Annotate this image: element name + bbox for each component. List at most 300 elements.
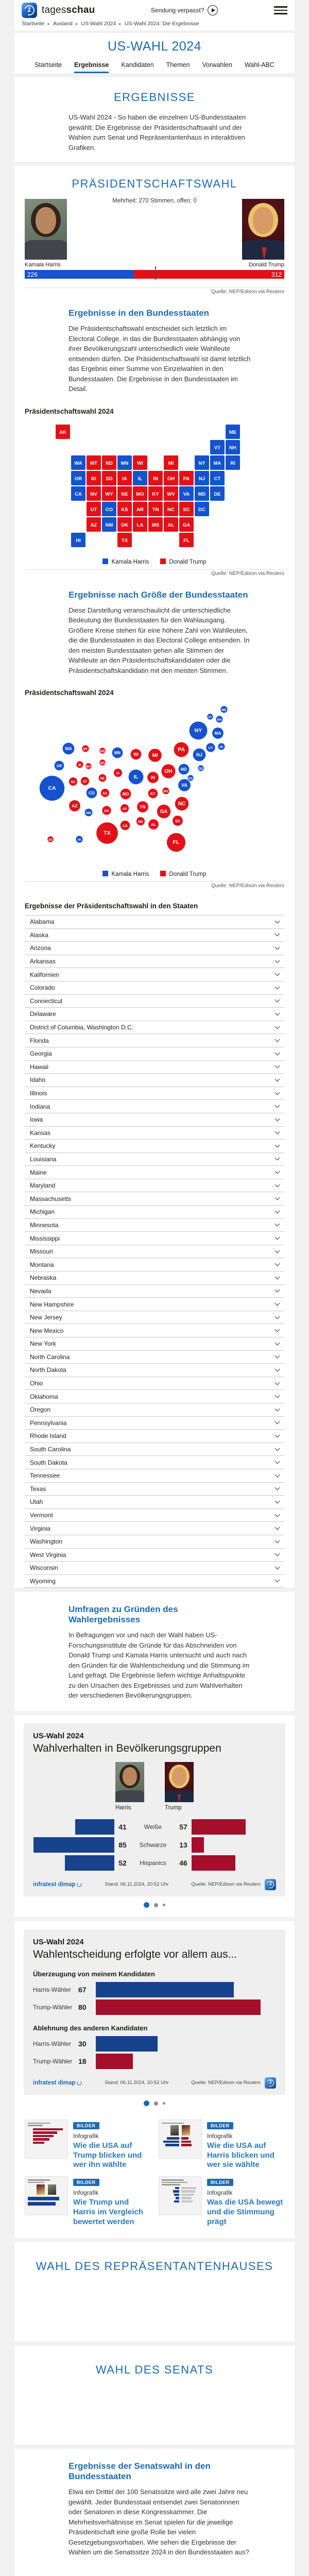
- state-bubble-label-MD: MD: [180, 767, 187, 772]
- chevron-down-icon[interactable]: [275, 1340, 280, 1345]
- motive-row: [33, 1999, 276, 2015]
- state-accordion-row[interactable]: [25, 1021, 284, 1035]
- trump-value: 13: [179, 1840, 187, 1849]
- trump-bar-area: [192, 1819, 273, 1835]
- chevron-down-icon[interactable]: [275, 1538, 280, 1543]
- state-bubble-label-DE: DE: [198, 768, 203, 771]
- state-tile-label-MN: MN: [121, 460, 128, 466]
- demografie-bars: [33, 1819, 276, 1871]
- chevron-down-icon[interactable]: [275, 1274, 280, 1279]
- trump-name: Donald Trump: [248, 262, 284, 268]
- breadcrumb-separator-icon: ▸: [119, 21, 122, 26]
- chevron-down-icon[interactable]: [275, 1578, 280, 1583]
- ergebnisse-heading: ERGEBNISSE: [113, 91, 196, 104]
- state-accordion-row[interactable]: [25, 1192, 284, 1206]
- state-accordion-row[interactable]: [25, 1364, 284, 1377]
- teaser-kicker: Infografik: [73, 2132, 99, 2140]
- state-tile-label-NY: NY: [198, 460, 205, 466]
- chevron-down-icon[interactable]: [275, 958, 280, 963]
- teaser-body: [207, 2176, 284, 2227]
- voter-group-label: Trump-Wähler: [33, 2003, 73, 2011]
- state-accordion-row[interactable]: [25, 1166, 284, 1179]
- tagesschau-logo-icon[interactable]: [22, 3, 37, 18]
- breadcrumb-item[interactable]: Startseite: [22, 21, 45, 27]
- harris-bar-area: [33, 1837, 114, 1853]
- harris-bar-area: [33, 1819, 114, 1835]
- motive-row: [33, 2054, 276, 2069]
- carousel-dot[interactable]: [163, 1904, 165, 1906]
- state-accordion-row[interactable]: [25, 1496, 284, 1509]
- state-tile-label-IL: IL: [138, 476, 142, 482]
- chevron-down-icon[interactable]: [275, 1037, 280, 1042]
- brand-wordmark[interactable]: [42, 5, 95, 16]
- state-tile-label-NC: NC: [167, 506, 175, 513]
- state-name: Virginia: [30, 1524, 50, 1532]
- state-name: Idaho: [30, 1076, 46, 1084]
- breadcrumb-item[interactable]: US-Wahl 2024: Die Ergebnisse: [124, 21, 199, 27]
- state-tile-label-ID: ID: [91, 476, 96, 482]
- chevron-down-icon[interactable]: [275, 1235, 280, 1240]
- umfragen-heading: Umfragen zu Gründen des Wahlergebnisses: [68, 1604, 178, 1625]
- state-bubble-label-GA: GA: [160, 809, 167, 815]
- state-accordion-row[interactable]: [25, 1390, 284, 1403]
- state-bubble-label-MT: MT: [83, 748, 88, 751]
- state-name: Connecticut: [30, 997, 63, 1005]
- chart-source: Quelle: NEP/Edison via Reuters: [191, 1882, 261, 1888]
- chevron-down-icon[interactable]: [275, 971, 280, 976]
- teaser-title[interactable]: Was die USA bewegt und die Stimmung prägt: [207, 2198, 283, 2226]
- teaser-body: [73, 2120, 150, 2170]
- chevron-down-icon[interactable]: [275, 1498, 280, 1503]
- state-accordion-row[interactable]: [25, 1258, 284, 1272]
- state-accordion-row[interactable]: [25, 968, 284, 981]
- title-card: [14, 33, 295, 73]
- state-accordion-row[interactable]: [25, 995, 284, 1008]
- carousel-dot[interactable]: [163, 2102, 165, 2105]
- section-tabs: [14, 61, 295, 73]
- teaser-item[interactable]: [25, 2176, 150, 2227]
- candidate-thumb-photos: [162, 2125, 199, 2136]
- tab-ergebnisse[interactable]: Ergebnisse: [74, 61, 109, 73]
- majority-marker: [155, 266, 156, 280]
- motive-group-label: Überzeugung von meinem Kandidaten: [33, 1970, 155, 1978]
- teaser-body: [73, 2176, 150, 2227]
- state-name: Ohio: [30, 1380, 43, 1387]
- chevron-down-icon[interactable]: [275, 1103, 280, 1108]
- ard-logo-icon: [265, 2077, 276, 2089]
- chevron-down-icon[interactable]: [275, 1050, 280, 1055]
- chevron-down-icon[interactable]: [275, 1406, 280, 1411]
- state-accordion-row[interactable]: [25, 1562, 284, 1575]
- state-name: Wisconsin: [30, 1564, 58, 1572]
- cartogram-legend: [14, 871, 295, 877]
- state-name: Alaska: [30, 931, 49, 939]
- state-name: Hawaii: [30, 1063, 49, 1071]
- teaser-kicker: Infografik: [207, 2132, 233, 2140]
- state-accordion-row[interactable]: [25, 1535, 284, 1549]
- state-name: Florida: [30, 1037, 49, 1044]
- chevron-down-icon[interactable]: [275, 1380, 280, 1385]
- infratest-dimap-logo: infratest dimap: [33, 1882, 82, 1888]
- chevron-down-icon[interactable]: [275, 918, 280, 923]
- state-accordion-row[interactable]: [25, 1074, 284, 1087]
- hamburger-menu-icon[interactable]: [274, 6, 287, 14]
- state-bubble-label-CO: CO: [88, 791, 95, 795]
- dimap-arc-icon: [77, 2080, 82, 2086]
- state-bubble-label-DC: DC: [188, 777, 193, 781]
- chevron-down-icon[interactable]: [275, 1142, 280, 1147]
- state-name: Alabama: [30, 918, 55, 926]
- state-tile-label-OR: OR: [74, 476, 82, 482]
- state-bubble-label-MS: MS: [138, 820, 143, 824]
- motive-chart-panel: [24, 1929, 285, 2095]
- state-name: Kalifornien: [30, 971, 59, 978]
- state-name: Maryland: [30, 1182, 56, 1190]
- breadcrumb-item[interactable]: Ausland: [53, 21, 73, 27]
- infratest-dimap-logo: infratest dimap: [33, 2080, 82, 2086]
- state-accordion-row[interactable]: [25, 1127, 284, 1140]
- state-tile-label-NJ: NJ: [198, 476, 205, 482]
- state-accordion-row[interactable]: [25, 1140, 284, 1153]
- state-accordion-row[interactable]: [25, 1337, 284, 1351]
- demografie-chart-panel: [24, 1723, 285, 1896]
- state-bubble-label-ME: ME: [221, 709, 226, 712]
- chevron-down-icon[interactable]: [275, 1314, 280, 1319]
- chevron-down-icon[interactable]: [275, 1564, 280, 1569]
- teaser-item[interactable]: [159, 2176, 284, 2227]
- motive-row: [33, 1982, 276, 1997]
- state-accordion-row[interactable]: [25, 1034, 284, 1047]
- state-accordion-row[interactable]: [25, 1430, 284, 1443]
- carousel-dot[interactable]: [144, 1902, 149, 1908]
- state-bubble-label-LA: LA: [122, 824, 128, 828]
- breadcrumb-separator-icon: ▸: [47, 21, 50, 26]
- chevron-down-icon[interactable]: [275, 1459, 280, 1464]
- legend-swatch: [102, 558, 108, 564]
- state-accordion-row[interactable]: [25, 1469, 284, 1483]
- chevron-down-icon[interactable]: [275, 1393, 280, 1398]
- state-bubble-label-KS: KS: [102, 792, 107, 795]
- state-bubble-label-RI: RI: [219, 746, 223, 749]
- state-name: Georgia: [30, 1050, 52, 1058]
- size-subheading: Ergebnisse nach Größe der Bundesstaaten: [68, 589, 248, 600]
- state-accordion-row[interactable]: [25, 1206, 284, 1219]
- state-accordion-row[interactable]: [25, 1061, 284, 1074]
- chevron-down-icon[interactable]: [275, 1485, 280, 1490]
- bilder-badge: BILDER: [73, 2122, 99, 2129]
- size-intro: Diese Darstellung veranschaulicht die unterschiedliche Bedeutung der Bundesstaaten für den Wahlausgang. Größere Kreise stehen für eine höhere Zahl von Wahlleuten, die die Bundesstaaten in das Electoral College entsenden. In den meisten Bundesstaaten gehen alle Stimmen der Wahlleute an den Präsidentschaftskandidaten oder die Präsidentschaftskandidatin mit den meisten Stimmen.: [68, 606, 250, 674]
- state-name: South Dakota: [30, 1459, 67, 1466]
- chevron-down-icon[interactable]: [275, 1367, 280, 1372]
- state-accordion-row[interactable]: [25, 1100, 284, 1113]
- state-accordion-row[interactable]: [25, 1245, 284, 1259]
- state-accordion-row[interactable]: [25, 1456, 284, 1469]
- state-accordion-row[interactable]: [25, 1311, 284, 1325]
- chevron-down-icon[interactable]: [275, 1156, 280, 1161]
- state-tile-label-SC: SC: [182, 506, 190, 513]
- state-tile-label-RI: RI: [230, 460, 235, 466]
- harris-value: 41: [118, 1822, 127, 1831]
- chevron-down-icon[interactable]: [275, 1195, 280, 1200]
- state-name: Minnesota: [30, 1221, 59, 1229]
- brand-bold: schau: [66, 5, 95, 15]
- harris-label: Harris: [115, 1804, 131, 1811]
- chevron-down-icon[interactable]: [275, 1433, 280, 1438]
- teaser-kicker: Infografik: [73, 2189, 99, 2197]
- demografie-row: [33, 1837, 276, 1853]
- state-accordion-row[interactable]: [25, 1522, 284, 1535]
- state-tile-label-KY: KY: [151, 491, 159, 497]
- state-name: Delaware: [30, 1010, 56, 1018]
- state-tile-label-OH: OH: [167, 476, 175, 482]
- breadcrumb-separator-icon: ▸: [75, 21, 78, 26]
- state-tile-label-WI: WI: [136, 460, 143, 466]
- chevron-down-icon[interactable]: [275, 1076, 280, 1081]
- harris-votes-value: 226: [27, 270, 38, 278]
- state-name: Kentucky: [30, 1142, 56, 1150]
- chevron-down-icon[interactable]: [275, 945, 280, 950]
- state-tile-label-NM: NM: [105, 522, 113, 528]
- state-name: Mississippi: [30, 1234, 60, 1242]
- trump-bar: [96, 1999, 261, 2015]
- state-bubble-label-MI: MI: [152, 753, 158, 758]
- tab-vorwahlen[interactable]: Vorwahlen: [202, 61, 232, 69]
- state-accordion-row[interactable]: [25, 1272, 284, 1285]
- legend-item: Kamala Harris: [102, 558, 149, 565]
- group-label: Schwarze: [139, 1841, 167, 1849]
- state-bubble-label-NE: NE: [100, 777, 105, 781]
- tab-kandidaten[interactable]: Kandidaten: [121, 61, 154, 69]
- state-bubble-label-NM: NM: [85, 812, 91, 815]
- chevron-down-icon[interactable]: [275, 1129, 280, 1134]
- state-name: Arizona: [30, 944, 51, 952]
- chevron-down-icon[interactable]: [275, 1182, 280, 1187]
- state-accordion-row[interactable]: [25, 1285, 284, 1298]
- chevron-down-icon[interactable]: [275, 984, 280, 989]
- state-accordion-row[interactable]: [25, 1403, 284, 1417]
- state-name: South Carolina: [30, 1446, 71, 1453]
- harris-bar: [96, 2036, 158, 2052]
- state-bubble-label-NY: NY: [194, 727, 202, 734]
- chevron-down-icon[interactable]: [275, 1472, 280, 1477]
- state-tile-label-LA: LA: [136, 522, 143, 528]
- state-name: Missouri: [30, 1248, 53, 1256]
- chevron-down-icon[interactable]: [275, 1222, 280, 1227]
- state-accordion-row[interactable]: [25, 1087, 284, 1100]
- chevron-down-icon[interactable]: [275, 1327, 280, 1332]
- chevron-down-icon[interactable]: [275, 1419, 280, 1425]
- state-accordion-row[interactable]: [25, 942, 284, 955]
- teaser-title[interactable]: Wie die USA auf Harris blicken und wer sie wählte: [207, 2141, 274, 2170]
- chevron-down-icon[interactable]: [275, 1525, 280, 1530]
- umfragen-section: [14, 1592, 295, 1711]
- chevron-down-icon[interactable]: [275, 1011, 280, 1016]
- state-name: New Hampshire: [30, 1300, 74, 1308]
- state-tile-label-TX: TX: [121, 537, 128, 544]
- state-accordion-row[interactable]: [25, 1232, 284, 1245]
- state-name: District of Columbia, Washington D.C.: [30, 1024, 133, 1031]
- state-bubble-label-FL: FL: [173, 839, 179, 845]
- state-accordion-row[interactable]: [25, 1351, 284, 1364]
- chevron-down-icon[interactable]: [275, 1024, 280, 1029]
- carousel-dot[interactable]: [144, 2100, 149, 2106]
- carousel-dot[interactable]: [154, 2102, 158, 2106]
- trump-bar: [192, 1819, 246, 1835]
- teaser-item[interactable]: [159, 2120, 284, 2170]
- state-name: Maine: [30, 1168, 47, 1176]
- bilder-badge: BILDER: [207, 2122, 233, 2129]
- map-legend: [14, 558, 295, 565]
- chevron-down-icon[interactable]: [275, 1116, 280, 1121]
- state-accordion-row[interactable]: [25, 1298, 284, 1311]
- state-bubble-label-AZ: AZ: [72, 804, 77, 808]
- state-accordion-row[interactable]: [25, 1113, 284, 1127]
- state-bubble-label-NH: NH: [217, 719, 221, 722]
- harris-bar: [33, 1837, 114, 1853]
- state-tile-label-MS: MS: [151, 522, 159, 528]
- state-tile-label-ME: ME: [229, 429, 236, 435]
- state-name: Oklahoma: [30, 1393, 58, 1400]
- legend-swatch: [102, 871, 108, 876]
- page-title: US-WAHL 2024: [108, 39, 201, 54]
- state-accordion-row[interactable]: [25, 1179, 284, 1193]
- state-accordion-row[interactable]: [25, 1575, 284, 1588]
- teaser-thumbnail: [159, 2120, 202, 2159]
- harris-value: 52: [118, 1858, 127, 1867]
- teaser-title[interactable]: Wie Trump und Harris im Vergleich bewertet werden: [73, 2198, 143, 2226]
- state-accordion-row[interactable]: [25, 916, 284, 929]
- carousel-dot[interactable]: [154, 1903, 158, 1907]
- state-tile-label-MI: MI: [168, 460, 174, 466]
- trump-bar: [192, 1855, 235, 1871]
- state-name: Texas: [30, 1485, 46, 1493]
- state-bubble-label-WA: WA: [64, 746, 72, 751]
- chevron-down-icon[interactable]: [275, 1248, 280, 1253]
- state-accordion-row[interactable]: [25, 929, 284, 942]
- chart-source: Quelle: NEP/Edison via Reuters: [191, 2080, 261, 2086]
- chevron-down-icon[interactable]: [275, 1063, 280, 1069]
- state-tile-label-CA: CA: [74, 491, 82, 497]
- chart-kicker: US-Wahl 2024: [33, 1731, 84, 1740]
- state-accordion-row[interactable]: [25, 1443, 284, 1456]
- state-accordion-row[interactable]: [25, 1549, 284, 1562]
- umfragen-intro: In Befragungen vor und nach der Wahl haben US-Forschungsinstitute die Gründe für das Abschneiden von Donald Trump und Kamala Harris untersucht und auch nach den Gründen für die Wahlentscheidung und die Stimmung im Land gefragt. Die Ergebnisse liefern wichtige Anhaltspunkte zu den Ursachen des Ergebnisses und zum Wahlverhalten der verschiedenen Bevölkerungsgruppen.: [68, 1631, 250, 1700]
- state-bubble-label-IA: IA: [116, 772, 119, 775]
- state-tile-label-OK: OK: [121, 522, 128, 528]
- state-tile-label-AZ: AZ: [90, 522, 97, 528]
- motive-value: 80: [78, 2003, 87, 2011]
- senatswahl-intro: Etwa ein Drittel der 100 Senatssitze wird alle zwei Jahre neu gewählt. Jeder Bundesstaat entsendet zwei Senatorinnen oder Senatoren in diese Kongresskammer. Die Mehrheitsverhältnisse im Senat spielen für die jeweilige Präsidentschaft eine große Rolle bei vielen Gesetzgebungsvorhaben. Wie sehen die Ergebnisse der Wahlen um die Senatssitze 2024 in den Bundesstaaten aus?: [68, 2488, 249, 2556]
- teaser-item[interactable]: [25, 2120, 150, 2170]
- state-bubble-label-OH: OH: [164, 769, 173, 774]
- chevron-down-icon[interactable]: [275, 997, 280, 1003]
- chart-stand: Stand: 06.11.2024, 20:52 Uhr: [105, 2080, 169, 2086]
- sendung-verpasst-link[interactable]: [151, 5, 218, 15]
- state-bubble-label-CA: CA: [47, 785, 56, 791]
- motive-group-label: Ablehnung des anderen Kandidaten: [33, 2024, 148, 2032]
- state-bubble-label-WV: WV: [163, 790, 168, 793]
- legend-item: Donald Trump: [160, 871, 206, 877]
- chevron-down-icon[interactable]: [275, 1208, 280, 1213]
- state-bubble-label-VA: VA: [181, 783, 187, 788]
- state-tile-label-MD: MD: [198, 491, 205, 497]
- senatswahl-heading: Ergebnisse der Senatswahl in den Bundesstaaten: [68, 2461, 211, 2482]
- state-accordion-row[interactable]: [25, 1483, 284, 1496]
- state-tile-label-SD: SD: [105, 476, 113, 482]
- trump-value: 57: [179, 1822, 187, 1831]
- state-name: Rhode Island: [30, 1432, 66, 1440]
- state-tile-label-KS: KS: [121, 506, 128, 513]
- chevron-down-icon[interactable]: [275, 1446, 280, 1451]
- state-accordion-row[interactable]: [25, 1047, 284, 1061]
- breadcrumb-item[interactable]: US-Wahl 2024: [81, 21, 116, 27]
- chevron-down-icon[interactable]: [275, 1169, 280, 1174]
- bilder-badge: BILDER: [207, 2179, 233, 2186]
- harris-photo: [115, 1762, 144, 1802]
- state-accordion-row[interactable]: [25, 1008, 284, 1021]
- state-tile-label-MT: MT: [90, 460, 97, 466]
- dimap-arc-icon: [77, 1882, 82, 1887]
- state-accordion-row[interactable]: [25, 981, 284, 995]
- state-tile-label-CT: CT: [214, 476, 220, 482]
- state-tile-label-PA: PA: [183, 476, 190, 482]
- state-accordion-row[interactable]: [25, 1509, 284, 1522]
- teaser-title[interactable]: Wie die USA auf Trump blicken und wer ihn wählte: [73, 2141, 142, 2170]
- state-name: Washington: [30, 1538, 62, 1546]
- state-accordion-row[interactable]: [25, 1377, 284, 1391]
- state-accordion-row[interactable]: [25, 1417, 284, 1430]
- brand-light: tages: [42, 5, 66, 15]
- state-accordion-row[interactable]: [25, 1153, 284, 1166]
- tab-wahl-abc[interactable]: Wahl-ABC: [244, 61, 274, 69]
- state-accordion-row[interactable]: [25, 955, 284, 969]
- teaser-body: [207, 2120, 284, 2170]
- state-name: Nebraska: [30, 1274, 57, 1282]
- chevron-down-icon[interactable]: [275, 931, 280, 937]
- state-results-accordion: [25, 915, 284, 1588]
- state-bubble-label-CT: CT: [208, 747, 213, 750]
- motive-row: [33, 2036, 276, 2052]
- legend-item: Kamala Harris: [102, 871, 149, 877]
- group-label: Hispanics: [139, 1859, 167, 1867]
- us-states-cartogram: [25, 702, 285, 867]
- chevron-down-icon[interactable]: [275, 1512, 280, 1517]
- voter-group-label: Harris-Wähler: [33, 1986, 72, 1993]
- map-label: Präsidentschaftswahl 2024: [25, 407, 114, 415]
- chevron-down-icon[interactable]: [275, 1261, 280, 1266]
- chevron-down-icon[interactable]: [275, 1287, 280, 1293]
- senat-section: [14, 2346, 295, 2445]
- state-name: Tennessee: [30, 1472, 60, 1480]
- motive-value: 67: [78, 1985, 87, 1994]
- state-name: West Virginia: [30, 1551, 66, 1558]
- chevron-down-icon[interactable]: [275, 1353, 280, 1359]
- candidate-thumb-photos: [28, 2184, 65, 2195]
- chevron-down-icon[interactable]: [275, 1090, 280, 1095]
- state-accordion-row[interactable]: [25, 1219, 284, 1232]
- state-accordion-row[interactable]: [25, 1324, 284, 1337]
- play-icon[interactable]: [208, 5, 218, 15]
- state-name: Oregon: [30, 1406, 51, 1414]
- tab-startseite[interactable]: Startseite: [35, 61, 62, 69]
- legend-swatch: [160, 871, 166, 876]
- tab-themen[interactable]: Themen: [166, 61, 190, 69]
- state-name: New Jersey: [30, 1314, 62, 1321]
- chevron-down-icon[interactable]: [275, 1301, 280, 1306]
- motive-bars: [33, 1970, 276, 2069]
- chevron-down-icon[interactable]: [275, 1551, 280, 1556]
- divider: [25, 569, 284, 570]
